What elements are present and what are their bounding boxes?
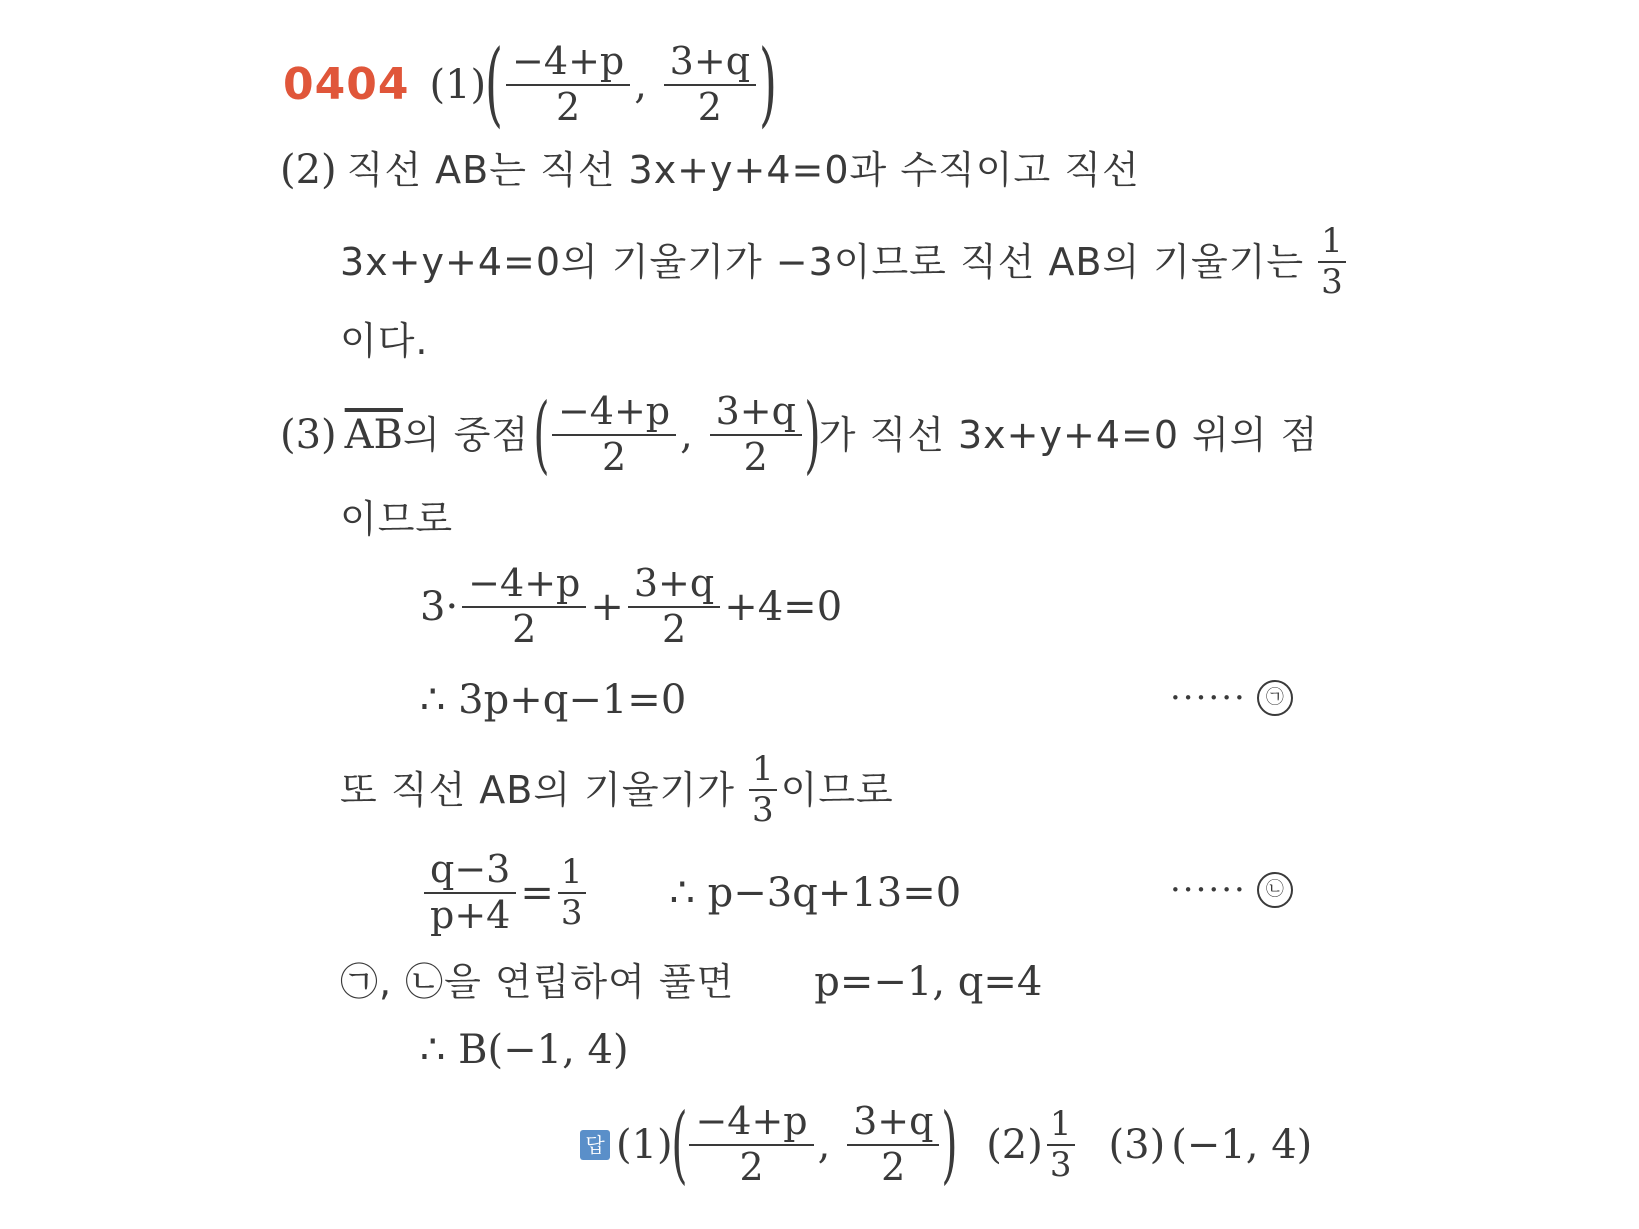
fraction-x: $\frac{-4+p}{2}$ (506, 40, 630, 129)
answer-slope: $\frac{1}{3}$ (1047, 1105, 1075, 1185)
mark-giyeok: ㉠ (1257, 680, 1293, 716)
mark-1-row: ······ ㉠ (1170, 680, 1293, 716)
part2-text-3: 이다. (340, 319, 429, 363)
eq3-frac: $\frac{q-3}{p+4}$ (424, 848, 516, 937)
equation-2: ∴ 3p+q−1=0 (420, 677, 687, 723)
part2-label: (2) (280, 147, 337, 193)
line-part3-1: (3) $\overline{AB}$ 의 중점 ( $\frac{-4+p}{2}$ , $\frac{3+q}{2}$ ) 가 직선 3x+y+4=0 위의 점 (280, 384, 1319, 483)
problem-number: 0404 (283, 58, 410, 110)
answer-frac-y: $\frac{3+q}{2}$ (847, 1100, 939, 1189)
part2-text-1: 직선 AB는 직선 3x+y+4=0과 수직이고 직선 (346, 148, 1140, 192)
part3-text-2: 이므로 (340, 497, 454, 541)
line-solve: ㉠, ㉡을 연립하여 풀면 p=−1, q=4 (340, 959, 1043, 1005)
eq3-rhs: $\frac{1}{3}$ (558, 853, 586, 933)
answer-row: 답 (1) ( $\frac{-4+p}{2}$ , $\frac{3+q}{2}$ ) (2) $\frac{1}{3}$ (3) (−1, 4) (580, 1100, 1312, 1189)
left-paren: ( (485, 30, 504, 138)
right-paren: ) (804, 384, 821, 483)
line-final: ∴ B(−1, 4) (420, 1027, 629, 1073)
slope-fraction: $\frac{1}{3}$ (1318, 222, 1346, 302)
part1-label: (1) (429, 61, 487, 108)
slope-fraction-2: $\frac{1}{3}$ (749, 750, 777, 830)
segment-ab: $\overline{AB}$ (344, 411, 403, 458)
part3-text-1: 가 직선 3x+y+4=0 위의 점 (818, 412, 1319, 457)
mark-nieun: ㉡ (1257, 872, 1293, 908)
line-part1: 0404 (1) ( $\frac{-4+p}{2}$ , $\frac{3+q}{2}$ ) (283, 30, 777, 138)
answer-frac-x: $\frac{-4+p}{2}$ (689, 1100, 813, 1189)
part3-label: (3) (280, 411, 337, 458)
line-part3-3: 또 직선 AB의 기울기가 $\frac{1}{3}$ 이므로 (340, 749, 894, 831)
right-paren: ) (758, 30, 777, 138)
eq1-frac-1: $\frac{-4+p}{2}$ (462, 562, 586, 651)
midpoint-text: 의 중점 (402, 412, 530, 457)
line-part2-2 (340, 222, 1350, 302)
line-part2-1 (280, 147, 1140, 193)
left-paren: ( (670, 1094, 688, 1193)
equation-3: $\frac{q-3}{p+4}$ = $\frac{1}{3}$ ∴ p−3q+13=0 (420, 848, 961, 937)
answer-icon: 답 (580, 1130, 610, 1160)
fraction-y: $\frac{3+q}{2}$ (664, 40, 756, 129)
equation-1: 3· $\frac{-4+p}{2}$ + $\frac{3+q}{2}$ +4=0 (420, 561, 843, 651)
midpoint-y: $\frac{3+q}{2}$ (710, 390, 802, 479)
left-paren: ( (533, 384, 550, 483)
mark-2-row: ······ ㉡ (1170, 872, 1293, 908)
line-part2-3 (340, 319, 429, 363)
eq1-frac-2: $\frac{3+q}{2}$ (628, 562, 720, 651)
midpoint-x: $\frac{-4+p}{2}$ (552, 390, 676, 479)
line-part3-2 (340, 497, 454, 541)
right-paren: ) (941, 1094, 959, 1193)
part2-text-2: 3x+y+4=0의 기울기가 −3이므로 직선 AB의 기울기는 (340, 240, 1305, 285)
